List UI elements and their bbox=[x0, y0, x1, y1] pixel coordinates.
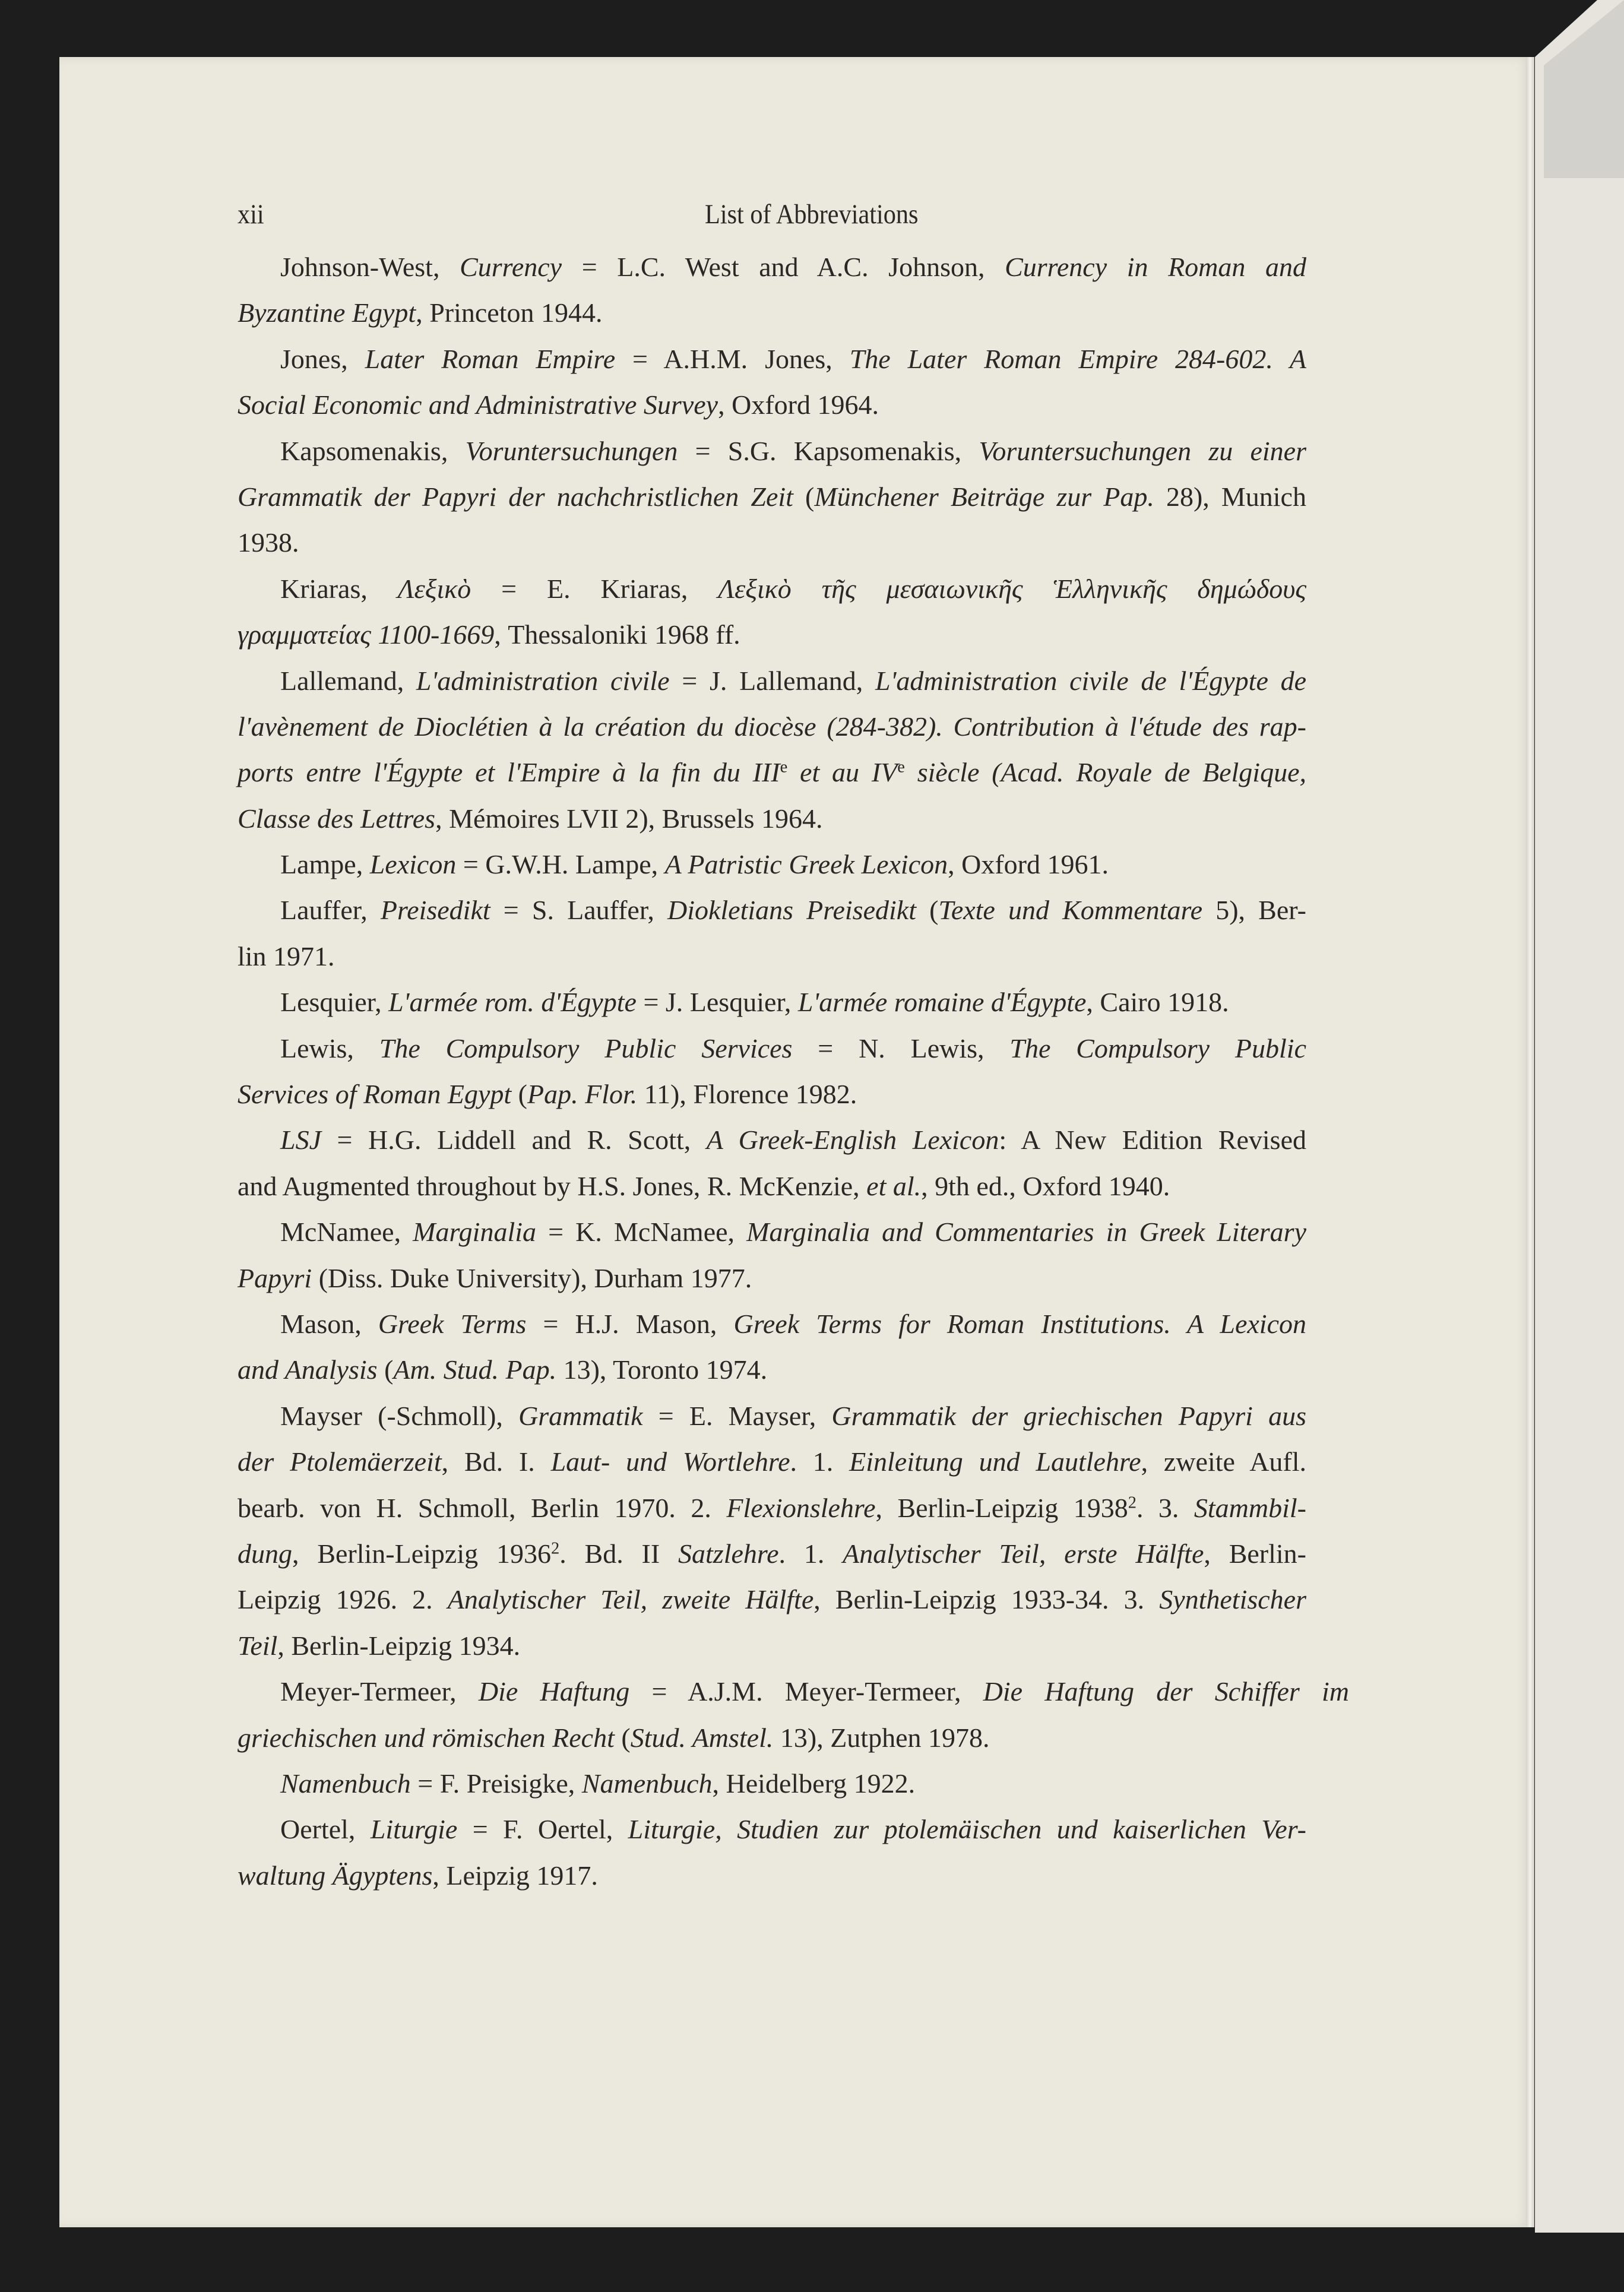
entry-line bbox=[238, 704, 1306, 749]
text: = F. Oertel, bbox=[457, 1814, 628, 1845]
italic-text: Acad. Royale de Belgique, bbox=[1001, 757, 1307, 788]
entry-line bbox=[238, 979, 1306, 1025]
italic-text: waltung Ägyptens bbox=[238, 1860, 433, 1891]
italic-text: A Patristic Greek Lexicon bbox=[664, 849, 948, 880]
text: , Cairo 1918. bbox=[1086, 987, 1229, 1018]
text: Kriaras, bbox=[280, 573, 398, 604]
entry-line bbox=[238, 1163, 1306, 1209]
abbreviation-entry bbox=[238, 336, 1306, 428]
text: = S.G. Kapsomenakis, bbox=[678, 435, 979, 466]
entry-line bbox=[238, 1531, 1306, 1576]
text: , Oxford 1964. bbox=[718, 390, 879, 420]
italic-text: Currency in Roman and bbox=[1005, 252, 1306, 282]
italic-text: A Greek-English Lexicon bbox=[706, 1125, 999, 1156]
text: , Princeton 1944. bbox=[416, 297, 603, 328]
entry-line bbox=[238, 1669, 1349, 1714]
italic-text: Stud. Amstel. bbox=[630, 1722, 774, 1753]
abbreviation-entry bbox=[238, 1669, 1350, 1761]
italic-text: Lexicon bbox=[369, 849, 457, 880]
italic-text: et al. bbox=[866, 1170, 922, 1201]
abbreviation-list bbox=[238, 244, 1350, 1898]
italic-text: siècle ( bbox=[904, 757, 1001, 788]
italic-text: Die Haftung der Schiffer im bbox=[983, 1676, 1350, 1707]
abbreviation-entry bbox=[238, 1393, 1306, 1669]
italic-text: Marginalia bbox=[413, 1217, 537, 1248]
italic-text: Preisedikt bbox=[380, 895, 490, 926]
italic-text: dung bbox=[238, 1538, 292, 1569]
italic-text: Λεξικὸ τῆς μεσαιωνικῆς Ἑλληνικῆς δημώδους bbox=[718, 573, 1306, 604]
text: Kapsomenakis, bbox=[280, 435, 466, 466]
italic-text: Byzantine Egypt bbox=[238, 297, 416, 328]
abbreviation-entry bbox=[238, 658, 1306, 842]
italic-text: ports entre l'Égypte et l'Empire à la fin du III bbox=[238, 757, 780, 788]
italic-text: Social Economic and Administrative Survey bbox=[238, 390, 718, 420]
entry-line bbox=[238, 887, 1306, 933]
text: Meyer-Termeer, bbox=[280, 1676, 479, 1707]
italic-text: Texte und Kommentare bbox=[938, 895, 1203, 926]
text: = J. Lesquier, bbox=[636, 987, 798, 1018]
text: ( bbox=[916, 895, 939, 926]
entry-line bbox=[238, 1806, 1306, 1852]
abbreviation-entry bbox=[238, 1301, 1306, 1393]
text: and Augmented throughout by H.S. Jones, R. McKenzie, bbox=[238, 1170, 867, 1201]
entry-line bbox=[238, 1715, 1306, 1761]
text: , Leipzig 1917. bbox=[432, 1860, 598, 1891]
italic-text: and Analysis bbox=[238, 1354, 378, 1385]
entry-line bbox=[238, 474, 1306, 520]
entry-line bbox=[238, 1025, 1306, 1071]
text: = F. Preisigke, bbox=[410, 1768, 582, 1799]
entry-line bbox=[238, 1623, 1306, 1669]
text: Leipzig 1926. 2. bbox=[238, 1584, 448, 1615]
italic-text: L'administration civile bbox=[416, 665, 670, 696]
italic-text: L'armée rom. d'Égypte bbox=[388, 987, 637, 1018]
italic-text: griechischen und römischen Recht bbox=[238, 1722, 615, 1753]
italic-text: Diokletians Preisedikt bbox=[667, 895, 916, 926]
text: Oertel, bbox=[280, 1814, 371, 1845]
italic-text: Voruntersuchungen bbox=[465, 435, 678, 466]
abbreviation-entry bbox=[238, 428, 1306, 566]
italic-text: Papyri bbox=[238, 1262, 312, 1293]
entry-line bbox=[238, 1393, 1306, 1439]
text: Lallemand, bbox=[280, 665, 416, 696]
italic-text: der Ptolemäerzeit bbox=[238, 1446, 442, 1477]
text: , Bd. I. bbox=[441, 1446, 551, 1477]
text: = L.C. West and A.C. Johnson, bbox=[562, 252, 1005, 282]
italic-text: Münchener Beiträge zur Pap. bbox=[814, 481, 1154, 512]
text: (Diss. Duke University), Durham 1977. bbox=[312, 1262, 752, 1293]
text: McNamee, bbox=[280, 1217, 413, 1248]
italic-text: Analytischer Teil, zweite Hälfte bbox=[447, 1584, 814, 1615]
italic-text: Stammbil- bbox=[1194, 1492, 1306, 1523]
entry-line bbox=[238, 1439, 1306, 1484]
text: . Bd. II bbox=[559, 1538, 679, 1569]
italic-text: Greek Terms for Roman Institutions. A Lexicon bbox=[733, 1308, 1306, 1339]
italic-text: Greek Terms bbox=[378, 1308, 527, 1339]
italic-text: Analytischer Teil, erste Hälfte bbox=[843, 1538, 1204, 1569]
abbreviation-entry bbox=[238, 566, 1306, 658]
text: ( bbox=[793, 481, 815, 512]
italic-text: LSJ bbox=[280, 1125, 321, 1156]
entry-line bbox=[238, 1117, 1306, 1163]
italic-text: Grammatik bbox=[518, 1400, 643, 1431]
entry-line bbox=[238, 1301, 1306, 1347]
entry-line bbox=[238, 566, 1306, 612]
text: , Oxford 1961. bbox=[948, 849, 1109, 880]
italic-text: L'administration civile de l'Égypte de bbox=[875, 665, 1306, 696]
italic-text: Classe des Lettres bbox=[238, 803, 436, 834]
superscript: 2 bbox=[550, 1539, 560, 1558]
entry-line bbox=[238, 382, 1306, 428]
italic-text: γραμματείας 1100-1669 bbox=[238, 619, 495, 650]
italic-text: Einleitung und Lautlehre bbox=[849, 1446, 1141, 1477]
text: . 1. bbox=[790, 1446, 850, 1477]
abbreviation-entry bbox=[238, 244, 1306, 336]
superscript: e bbox=[780, 758, 788, 777]
abbreviation-entry bbox=[238, 1117, 1306, 1209]
abbreviation-entry bbox=[238, 887, 1306, 979]
italic-text: Liturgie, Studien zur ptolemäischen und kaiserlichen Ver- bbox=[628, 1814, 1306, 1845]
text: = A.H.M. Jones, bbox=[615, 343, 850, 374]
text: = G.W.H. Lampe, bbox=[456, 849, 665, 880]
text: , Thessaloniki 1968 ff. bbox=[494, 619, 740, 650]
text: 11), Florence 1982. bbox=[637, 1079, 857, 1110]
page-gutter bbox=[1526, 57, 1534, 2227]
text: 13), Toronto 1974. bbox=[556, 1354, 768, 1385]
text: Lampe, bbox=[280, 849, 370, 880]
entry-line bbox=[238, 612, 1306, 657]
italic-text: Liturgie bbox=[370, 1814, 458, 1845]
entry-line bbox=[238, 1071, 1306, 1117]
entry-line bbox=[238, 290, 1306, 335]
entry-line bbox=[238, 658, 1306, 704]
entry-line bbox=[238, 841, 1306, 887]
italic-text: Namenbuch bbox=[280, 1768, 411, 1799]
italic-text: Grammatik der Papyri der nachchristlichen Zeit bbox=[238, 481, 793, 512]
text: Lesquier, bbox=[280, 987, 389, 1018]
text: = E. Kriaras, bbox=[471, 573, 718, 604]
abbreviation-entry bbox=[238, 1209, 1306, 1301]
text: = N. Lewis, bbox=[792, 1033, 1010, 1063]
italic-text: Synthetischer bbox=[1159, 1584, 1306, 1615]
entry-line bbox=[238, 1576, 1306, 1622]
text: , Berlin- bbox=[1204, 1538, 1306, 1569]
text: 1938. bbox=[238, 527, 299, 558]
text: 13), Zutphen 1978. bbox=[773, 1722, 990, 1753]
abbreviation-entry bbox=[238, 1806, 1306, 1898]
italic-text: The Later Roman Empire 284-602. A bbox=[849, 343, 1306, 374]
italic-text: The Compulsory Public Services bbox=[379, 1033, 793, 1063]
text: = H.G. Liddell and R. Scott, bbox=[321, 1125, 707, 1156]
text: = S. Lauffer, bbox=[490, 895, 667, 926]
italic-text: Die Haftung bbox=[478, 1676, 630, 1707]
italic-text: Voruntersuchungen zu einer bbox=[979, 435, 1306, 466]
text: bearb. von H. Schmoll, Berlin 1970. 2. bbox=[238, 1492, 727, 1523]
text: lin 1971. bbox=[238, 941, 335, 971]
text: = J. Lallemand, bbox=[669, 665, 876, 696]
abbreviation-entry bbox=[238, 979, 1306, 1025]
entry-line bbox=[238, 749, 1306, 795]
superscript: 2 bbox=[1128, 1493, 1137, 1512]
italic-text: Teil bbox=[238, 1630, 278, 1661]
entry-line bbox=[238, 1255, 1306, 1301]
italic-text: L'armée romaine d'Égypte bbox=[797, 987, 1087, 1018]
text: 5), Ber- bbox=[1202, 895, 1306, 926]
entry-line bbox=[238, 1761, 1306, 1806]
text: Jones, bbox=[280, 343, 365, 374]
text: = H.J. Mason, bbox=[526, 1308, 734, 1339]
superscript: e bbox=[897, 758, 905, 777]
italic-text: Am. Stud. Pap. bbox=[393, 1354, 557, 1385]
italic-text: Λεξικὸ bbox=[397, 573, 471, 604]
text: Lewis, bbox=[280, 1033, 379, 1063]
entry-line bbox=[238, 1853, 1306, 1898]
text: , Mémoires LVII 2), Brussels 1964. bbox=[435, 803, 823, 834]
italic-text: Satzlehre bbox=[678, 1538, 779, 1569]
italic-text: Marginalia and Commentaries in Greek Literary bbox=[746, 1217, 1306, 1248]
italic-text: Flexionslehre bbox=[726, 1492, 876, 1523]
entry-line bbox=[238, 1347, 1306, 1392]
text: 28), Munich bbox=[1154, 481, 1306, 512]
abbreviation-entry bbox=[238, 1025, 1306, 1117]
italic-text: Namenbuch bbox=[581, 1768, 713, 1799]
italic-text: Later Roman Empire bbox=[365, 343, 616, 374]
italic-text: The Compulsory Public bbox=[1009, 1033, 1306, 1063]
abbreviation-entry bbox=[238, 841, 1306, 887]
entry-line bbox=[238, 1485, 1306, 1531]
abbreviation-entry bbox=[238, 1761, 1306, 1806]
text: Mason, bbox=[280, 1308, 378, 1339]
entry-line bbox=[238, 933, 1306, 979]
italic-text: l'avènement de Dioclétien à la création du diocèse (284-382). Contribution à l'étude des rap- bbox=[238, 711, 1306, 742]
text: : A New Edition Revised bbox=[999, 1125, 1306, 1156]
italic-text: Laut- und Wortlehre bbox=[550, 1446, 790, 1477]
text: , Berlin-Leipzig 1934. bbox=[277, 1630, 521, 1661]
italic-text: et au IV bbox=[787, 757, 898, 788]
text: , 9th ed., Oxford 1940. bbox=[921, 1170, 1170, 1201]
running-title: List of Abbreviations bbox=[705, 199, 919, 230]
entry-line bbox=[238, 428, 1306, 474]
text: , Berlin-Leipzig 1936 bbox=[292, 1538, 551, 1569]
text: ( bbox=[511, 1079, 527, 1110]
text: , Heidelberg 1922. bbox=[712, 1768, 916, 1799]
text: = E. Mayser, bbox=[642, 1400, 832, 1431]
entry-line bbox=[238, 336, 1306, 382]
text: Mayser (-Schmoll), bbox=[280, 1400, 519, 1431]
italic-text: Services of Roman Egypt bbox=[238, 1079, 512, 1110]
entry-line bbox=[238, 520, 1306, 565]
text: , Berlin-Leipzig 1938 bbox=[875, 1492, 1128, 1523]
text: , zweite Aufl. bbox=[1141, 1446, 1307, 1477]
text: . 3. bbox=[1136, 1492, 1194, 1523]
text: . 1. bbox=[778, 1538, 843, 1569]
entry-line bbox=[238, 1209, 1306, 1255]
italic-text: Pap. Flor. bbox=[527, 1079, 638, 1110]
entry-line bbox=[238, 796, 1306, 841]
text: Lauffer, bbox=[280, 895, 381, 926]
text: = K. McNamee, bbox=[536, 1217, 747, 1248]
text: = A.J.M. Meyer-Termeer, bbox=[629, 1676, 983, 1707]
entry-line bbox=[238, 244, 1306, 290]
text: , Berlin-Leipzig 1933-34. 3. bbox=[813, 1584, 1160, 1615]
italic-text: Currency bbox=[460, 252, 562, 282]
italic-text: Grammatik der griechischen Papyri aus bbox=[831, 1400, 1306, 1431]
text: ( bbox=[614, 1722, 631, 1753]
text: Johnson-West, bbox=[280, 252, 460, 282]
page-number: xii bbox=[238, 199, 264, 230]
text: ( bbox=[377, 1354, 394, 1385]
